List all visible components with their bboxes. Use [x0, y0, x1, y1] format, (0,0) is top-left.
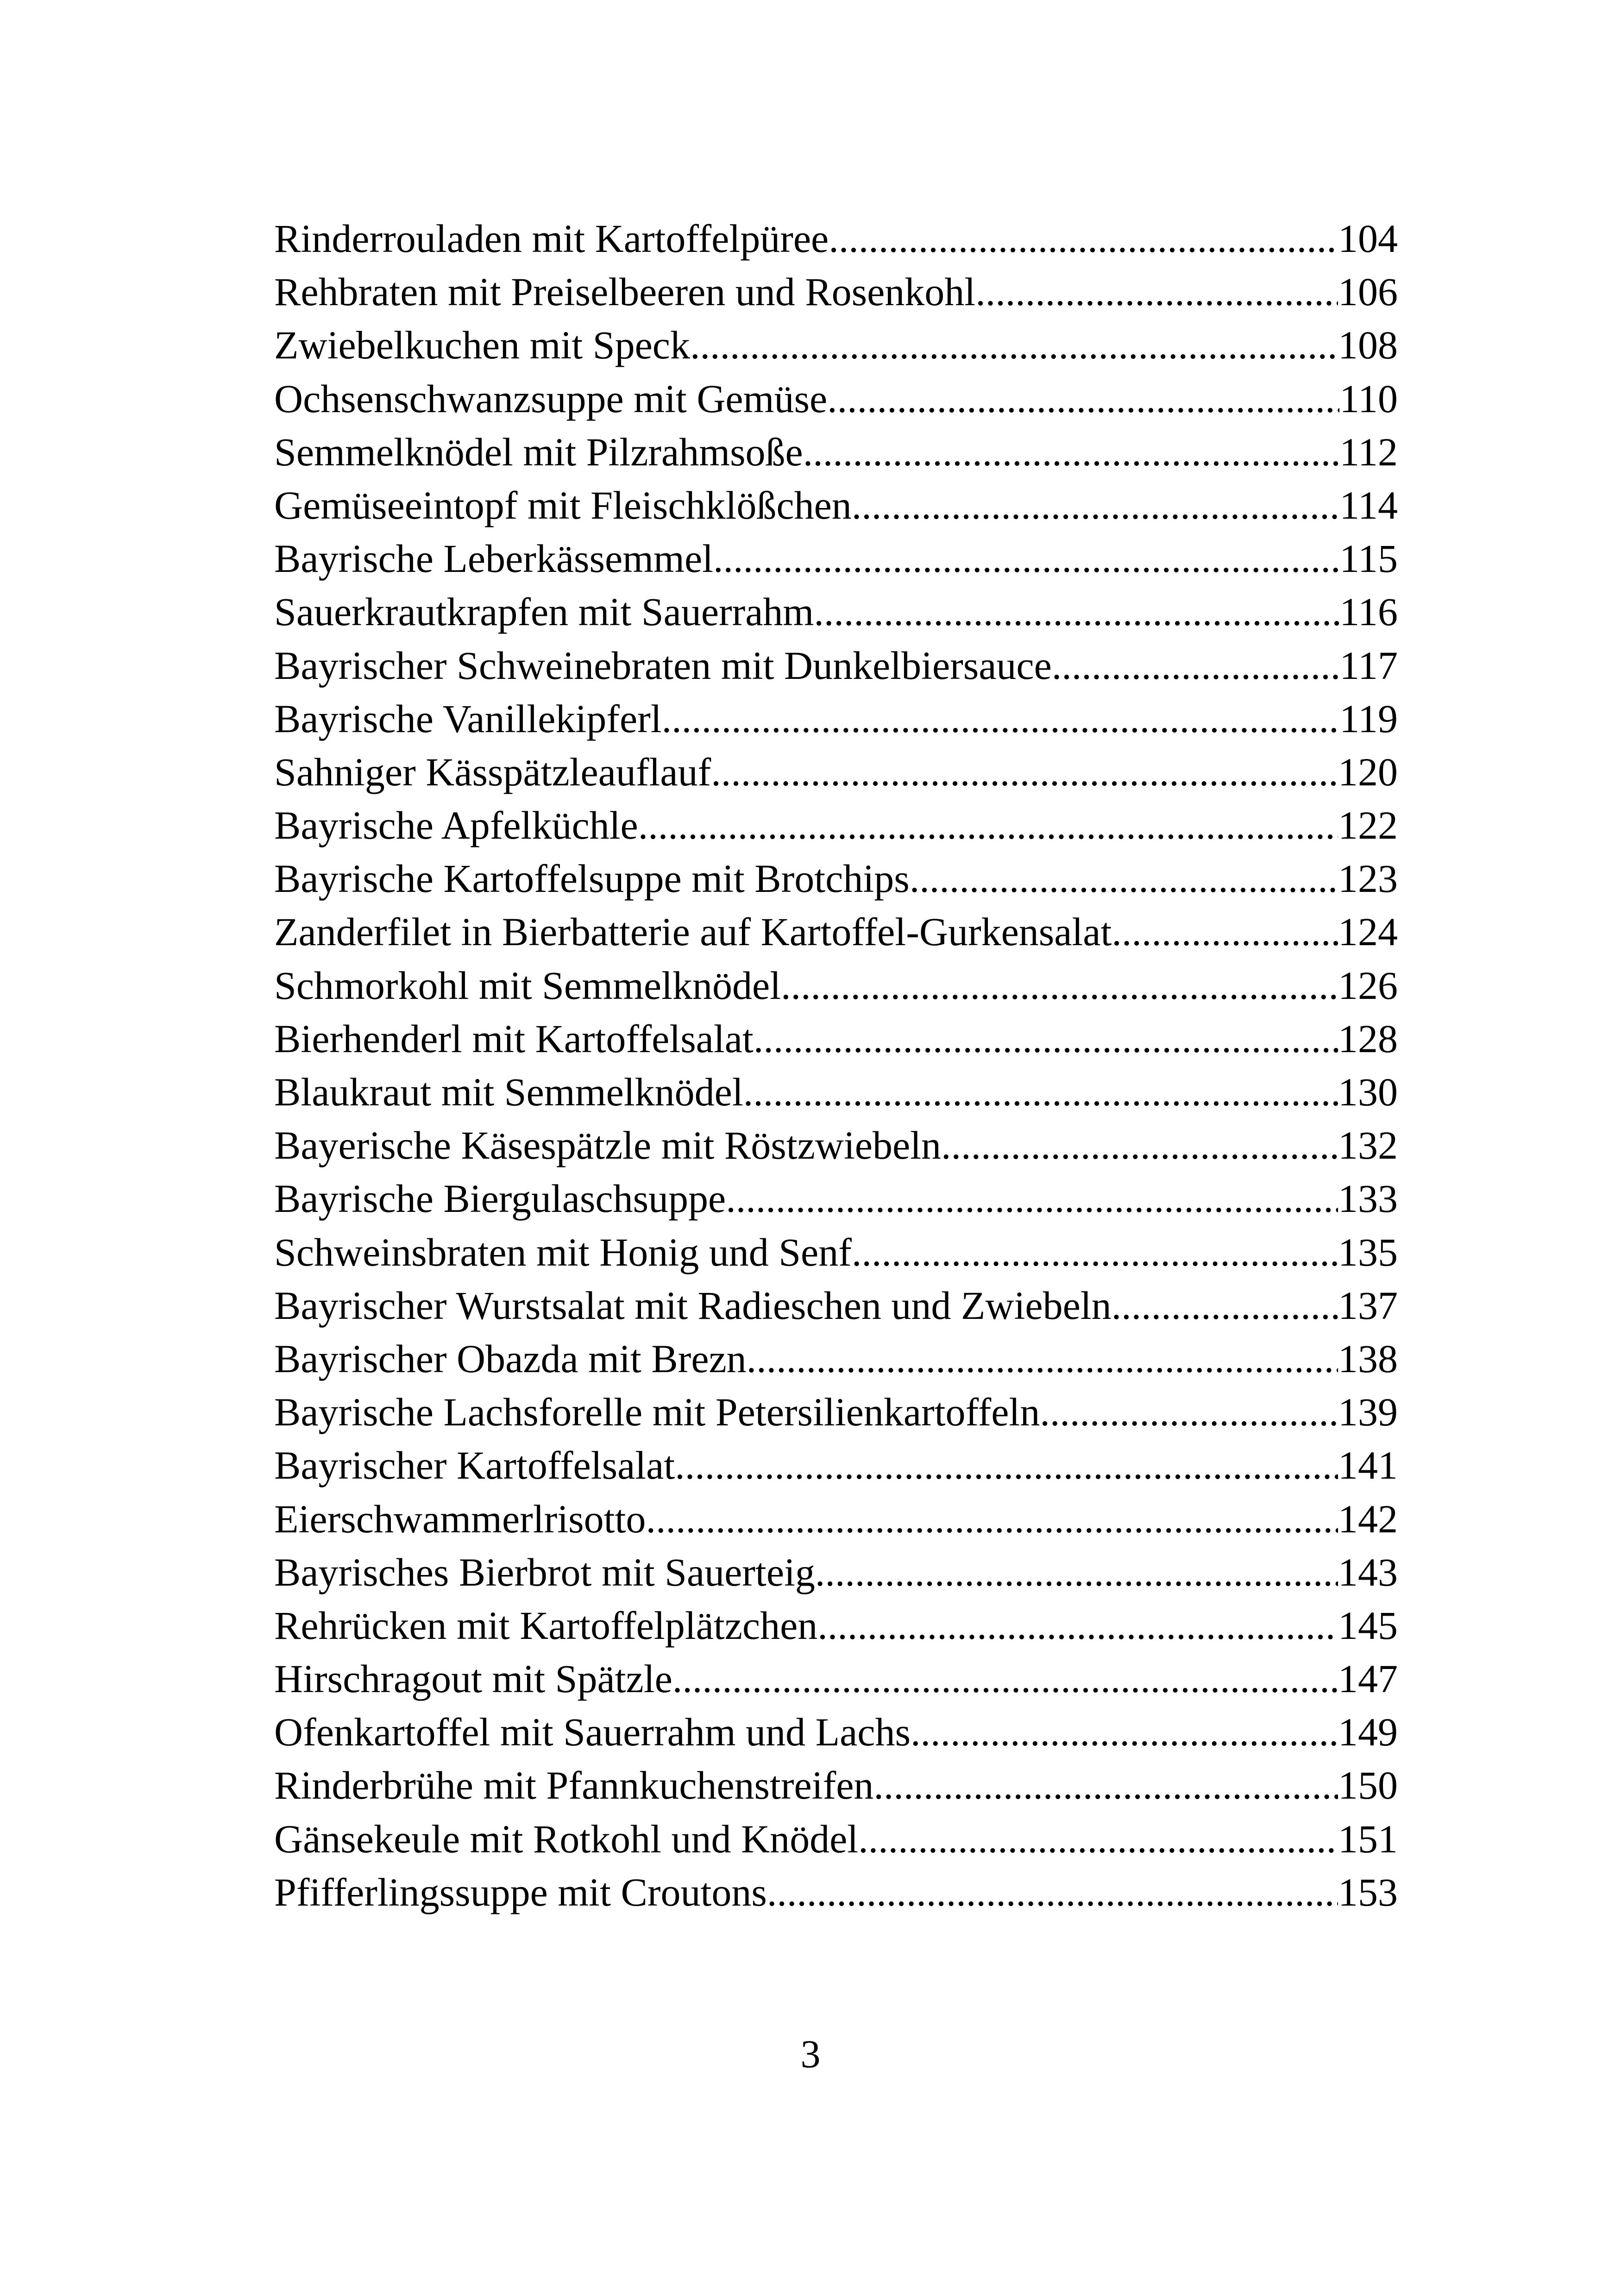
toc-entry-page: 104 [1338, 216, 1398, 261]
toc-entry-title: Schmorkohl mit Semmelknödel [274, 963, 781, 1008]
toc-entry-page: 116 [1339, 590, 1398, 634]
toc-entry-title: Ofenkartoffel mit Sauerrahm und Lachs [274, 1710, 911, 1755]
toc-entry[interactable] [274, 265, 1398, 319]
toc-entry-page: 135 [1338, 1230, 1398, 1274]
toc-entry-title: Bierhenderl mit Kartoffelsalat [274, 1016, 754, 1061]
dot-leader [690, 319, 1338, 372]
dot-leader [829, 212, 1338, 265]
toc-entry[interactable] [274, 585, 1398, 639]
dot-leader [975, 265, 1338, 319]
dot-leader [743, 1066, 1338, 1119]
toc-entry[interactable] [274, 1599, 1398, 1652]
toc-entry-title: Zanderfilet in Bierbatterie auf Kartoffel-Gurkensalat [274, 910, 1112, 954]
toc-entry-page: 130 [1338, 1070, 1398, 1114]
toc-entry-page: 119 [1339, 696, 1398, 741]
toc-entry-title: Sauerkrautkrapfen mit Sauerrahm [274, 590, 814, 634]
toc-entry-title: Bayrischer Wurstsalat mit Radieschen und Zwiebeln [274, 1283, 1112, 1328]
toc-entry-page: 150 [1338, 1763, 1398, 1808]
dot-leader [852, 1226, 1338, 1279]
toc-entry-page: 114 [1339, 483, 1398, 527]
toc-entry-page: 120 [1338, 749, 1398, 794]
toc-entry[interactable] [274, 532, 1398, 585]
toc-entry-title: Gemüseeintopf mit Fleischklößchen [274, 483, 852, 527]
dot-leader [767, 1866, 1338, 1919]
toc-entry[interactable] [274, 372, 1398, 426]
dot-leader [910, 852, 1338, 905]
toc-entry-page: 112 [1339, 429, 1398, 474]
page-number: 3 [800, 2032, 821, 2076]
toc-entry-title: Rehrücken mit Kartoffelplätzchen [274, 1603, 818, 1648]
toc-entry[interactable] [274, 1546, 1398, 1599]
toc-entry[interactable] [274, 905, 1398, 959]
toc-entry[interactable] [274, 1012, 1398, 1066]
toc-entry-page: 137 [1338, 1283, 1398, 1328]
toc-entry[interactable] [274, 1493, 1398, 1546]
toc-entry-title: Bayrische Leberkässemmel [274, 536, 714, 581]
toc-entry-title: Bayrische Kartoffelsuppe mit Brotchips [274, 856, 910, 901]
toc-entry[interactable] [274, 799, 1398, 852]
dot-leader [1112, 905, 1338, 959]
toc-entry[interactable] [274, 1706, 1398, 1759]
toc-entry-title: Rinderbrühe mit Pfannkuchenstreifen [274, 1763, 874, 1808]
toc-entry-page: 123 [1338, 856, 1398, 901]
toc-entry[interactable] [274, 1172, 1398, 1225]
dot-leader [803, 426, 1339, 479]
toc-entry-page: 110 [1339, 376, 1398, 421]
dot-leader [646, 1493, 1338, 1546]
toc-entry-title: Rinderrouladen mit Kartoffelpüree [274, 216, 829, 261]
toc-entry-page: 108 [1338, 323, 1398, 368]
toc-entry-page: 143 [1338, 1549, 1398, 1594]
table-of-contents [274, 212, 1398, 1919]
toc-entry-page: 149 [1338, 1710, 1398, 1755]
toc-entry-title: Ochsenschwanzsuppe mit Gemüse [274, 376, 828, 421]
dot-leader [638, 799, 1338, 852]
toc-entry-page: 147 [1338, 1656, 1398, 1701]
toc-entry-title: Pfifferlingssuppe mit Croutons [274, 1869, 767, 1914]
dot-leader [781, 959, 1338, 1012]
toc-entry[interactable] [274, 692, 1398, 746]
toc-entry-title: Rehbraten mit Preiselbeeren und Rosenkohl [274, 270, 976, 314]
toc-entry-page: 139 [1338, 1390, 1398, 1435]
toc-entry[interactable] [274, 479, 1398, 532]
toc-entry-page: 128 [1338, 1016, 1398, 1061]
dot-leader [672, 1652, 1338, 1706]
toc-entry-page: 106 [1338, 270, 1398, 314]
toc-entry-title: Semmelknödel mit Pilzrahmsoße [274, 429, 803, 474]
toc-entry[interactable] [274, 1652, 1398, 1706]
dot-leader [754, 1012, 1338, 1066]
toc-entry-title: Bayrische Lachsforelle mit Petersilienkartoffeln [274, 1390, 1040, 1435]
toc-entry-title: Blaukraut mit Semmelknödel [274, 1070, 743, 1114]
dot-leader [827, 372, 1339, 426]
dot-leader [711, 746, 1338, 799]
dot-leader [858, 1813, 1338, 1866]
toc-entry-title: Hirschragout mit Spätzle [274, 1656, 672, 1701]
toc-entry[interactable] [274, 852, 1398, 905]
toc-entry-page: 151 [1338, 1816, 1398, 1861]
toc-entry-page: 126 [1338, 963, 1398, 1008]
toc-entry[interactable] [274, 1226, 1398, 1279]
toc-entry[interactable] [274, 1759, 1398, 1812]
toc-entry-title: Bayrischer Kartoffelsalat [274, 1443, 675, 1488]
toc-entry-page: 124 [1338, 910, 1398, 954]
toc-entry-page: 142 [1338, 1496, 1398, 1541]
toc-entry-page: 117 [1339, 643, 1398, 688]
toc-entry[interactable] [274, 1386, 1398, 1439]
toc-entry-title: Gänsekeule mit Rotkohl und Knödel [274, 1816, 859, 1861]
toc-entry[interactable] [274, 1279, 1398, 1332]
dot-leader [941, 1119, 1338, 1172]
toc-entry-title: Bayrische Biergulaschsuppe [274, 1176, 726, 1221]
dot-leader [911, 1706, 1338, 1759]
toc-entry-page: 115 [1339, 536, 1398, 581]
toc-entry[interactable] [274, 1439, 1398, 1492]
dot-leader [1052, 639, 1339, 692]
toc-entry[interactable] [274, 1813, 1398, 1866]
dot-leader [726, 1172, 1338, 1225]
toc-entry-page: 145 [1338, 1603, 1398, 1648]
dot-leader [747, 1332, 1338, 1386]
toc-entry-title: Bayerische Käsespätzle mit Röstzwiebeln [274, 1123, 942, 1168]
toc-entry-title: Bayrischer Obazda mit Brezn [274, 1336, 747, 1381]
dot-leader [713, 532, 1339, 585]
toc-entry[interactable] [274, 319, 1398, 372]
dot-leader [873, 1759, 1338, 1812]
toc-entry[interactable] [274, 1119, 1398, 1172]
toc-entry-page: 153 [1338, 1869, 1398, 1914]
toc-entry[interactable] [274, 212, 1398, 265]
dot-leader [662, 692, 1340, 746]
toc-entry-title: Bayrische Vanillekipferl [274, 696, 662, 741]
toc-entry-title: Bayrische Apfelküchle [274, 803, 638, 848]
dot-leader [817, 1599, 1338, 1652]
dot-leader [1040, 1386, 1338, 1439]
toc-entry[interactable] [274, 639, 1398, 692]
toc-entry-page: 141 [1338, 1443, 1398, 1488]
toc-entry-page: 122 [1338, 803, 1398, 848]
toc-entry[interactable] [274, 959, 1398, 1012]
toc-entry-title: Bayrischer Schweinebraten mit Dunkelbiersauce [274, 643, 1052, 688]
toc-entry[interactable] [274, 1066, 1398, 1119]
toc-entry-title: Schweinsbraten mit Honig und Senf [274, 1230, 852, 1274]
toc-entry-title: Bayrisches Bierbrot mit Sauerteig [274, 1549, 815, 1594]
dot-leader [815, 1546, 1338, 1599]
toc-entry-title: Sahniger Kässpätzleauflauf [274, 749, 711, 794]
toc-entry-page: 133 [1338, 1176, 1398, 1221]
toc-entry-title: Zwiebelkuchen mit Speck [274, 323, 690, 368]
toc-entry[interactable] [274, 426, 1398, 479]
dot-leader [1112, 1279, 1338, 1332]
toc-entry[interactable] [274, 1332, 1398, 1386]
toc-entry-title: Eierschwammerlrisotto [274, 1496, 646, 1541]
toc-entry[interactable] [274, 746, 1398, 799]
dot-leader [814, 585, 1339, 639]
dot-leader [852, 479, 1339, 532]
dot-leader [675, 1439, 1338, 1492]
toc-entry-page: 132 [1338, 1123, 1398, 1168]
toc-entry-page: 138 [1338, 1336, 1398, 1381]
toc-entry[interactable] [274, 1866, 1398, 1919]
